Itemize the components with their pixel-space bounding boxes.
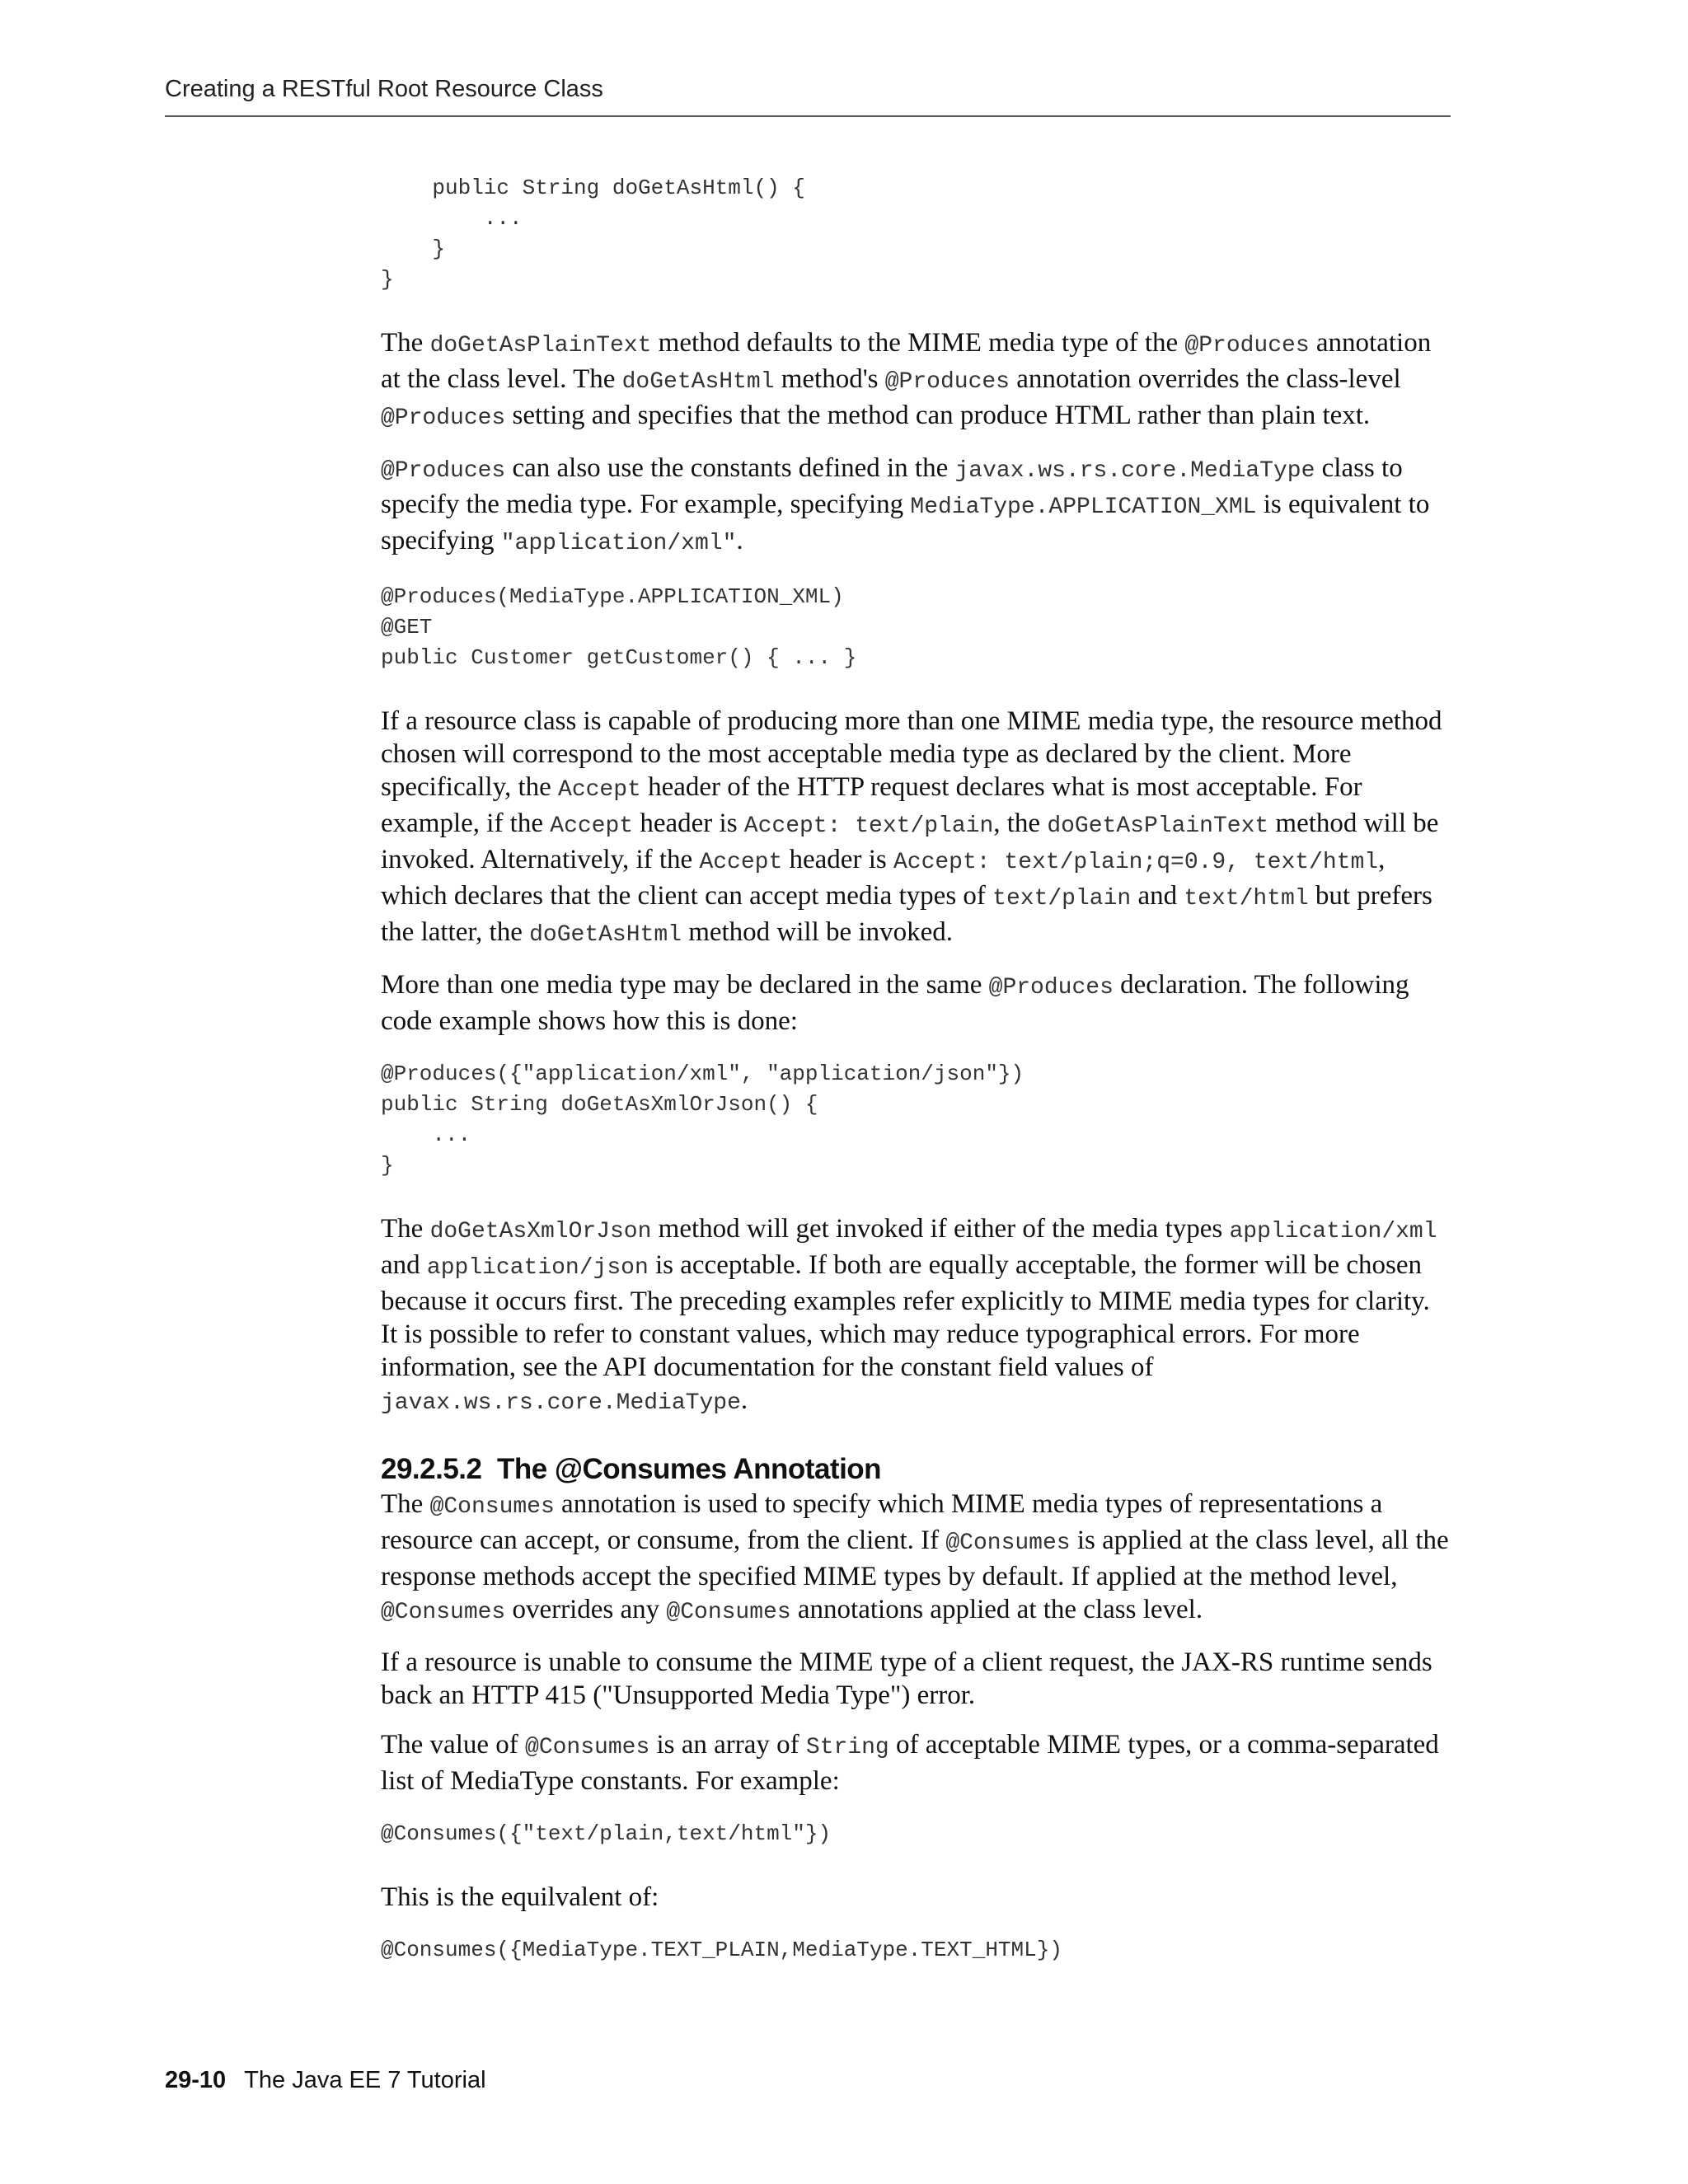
paragraph-consumes-intro: The @Consumes annotation is used to specify which MIME media types of representations a resource can accept, or consume, from the client. If @Consumes is applied at the class level, all the response methods accept the specified MIME types by default. If applied at the method level, @Consumes overrides any @Consumes annotations applied at the class level. [381, 1489, 1449, 1625]
code-block-doGetAsHtml: public String doGetAsHtml() { ... } } [381, 176, 805, 292]
paragraph-multiple-media-types: More than one media type may be declared in the same @Produces declaration. The following code example shows how this is done: [381, 970, 1409, 1036]
page-footer [165, 2067, 486, 2094]
section-heading-consumes [381, 1451, 1452, 1488]
code-block-consumes-strings: @Consumes({"text/plain,text/html"}) [381, 1821, 832, 1846]
code-block-doGetAsXmlOrJson: @Produces({"application/xml", "application/json"}) public String doGetAsXmlOrJson() { ... } [381, 1062, 1025, 1178]
paragraph-consumes-value: The value of @Consumes is an array of String of acceptable MIME types, or a comma-separated list of MediaType constants. For example: [381, 1730, 1439, 1796]
code-block-getCustomer: @Produces(MediaType.APPLICATION_XML) @GET public Customer getCustomer() { ... } [381, 584, 857, 670]
code-block-consumes-constants: @Consumes({MediaType.TEXT_PLAIN,MediaType.TEXT_HTML}) [381, 1938, 1062, 1962]
paragraph-415-error: If a resource is unable to consume the MIME type of a client request, the JAX-RS runtime sends back an HTTP 415 ("Unsupported Media Type") error. [381, 1647, 1432, 1710]
section-number: 29.2.5.2 [381, 1453, 482, 1485]
paragraph-xml-or-json: The doGetAsXmlOrJson method will get invoked if either of the media types application/xml and application/json is acceptable. If both are equally acceptable, the former will be chosen because it occurs first. The preceding examples refer explicitly to MIME media types for clarity. It is possible to refer to constant values, which may reduce typographical errors. For more information, see the API documentation for the constant field values of javax.ws.rs.core.MediaType. [381, 1214, 1437, 1416]
header-rule [165, 115, 1451, 117]
paragraph-accept-header: If a resource class is capable of producing more than one MIME media type, the resource method chosen will correspond to the most acceptable media type as declared by the client. More specifically, the Accept header of the HTTP request declares what is most acceptable. For example, if the Accept header is Accept: text/plain, the doGetAsPlainText method will be invoked. Alternatively, if the Accept header is Accept: text/plain;q=0.9, text/html, which declares that the client can accept media types of text/plain and text/html but prefers the latter, the doGetAsHtml method will be invoked. [381, 706, 1442, 948]
paragraph-produces-default: The doGetAsPlainText method defaults to the MIME media type of the @Produces annotation at the class level. The doGetAsHtml method's @Produces annotation overrides the class-level @Produces setting and specifies that the method can produce HTML rather than plain text. [381, 328, 1432, 431]
paragraph-mediatype-constants: @Produces can also use the constants defined in the javax.ws.rs.core.MediaType class to specify the media type. For example, specifying MediaType.APPLICATION_XML is equivalent to specifying "application/xml". [381, 453, 1430, 556]
page-number: 29-10 [165, 2067, 227, 2093]
section-title: The @Consumes Annotation [496, 1453, 882, 1485]
book-title: The Java EE 7 Tutorial [244, 2067, 486, 2093]
running-header: Creating a RESTful Root Resource Class [165, 76, 603, 102]
page-content [381, 173, 1452, 1966]
paragraph-equivalent: This is the equilvalent of: [381, 1882, 659, 1912]
